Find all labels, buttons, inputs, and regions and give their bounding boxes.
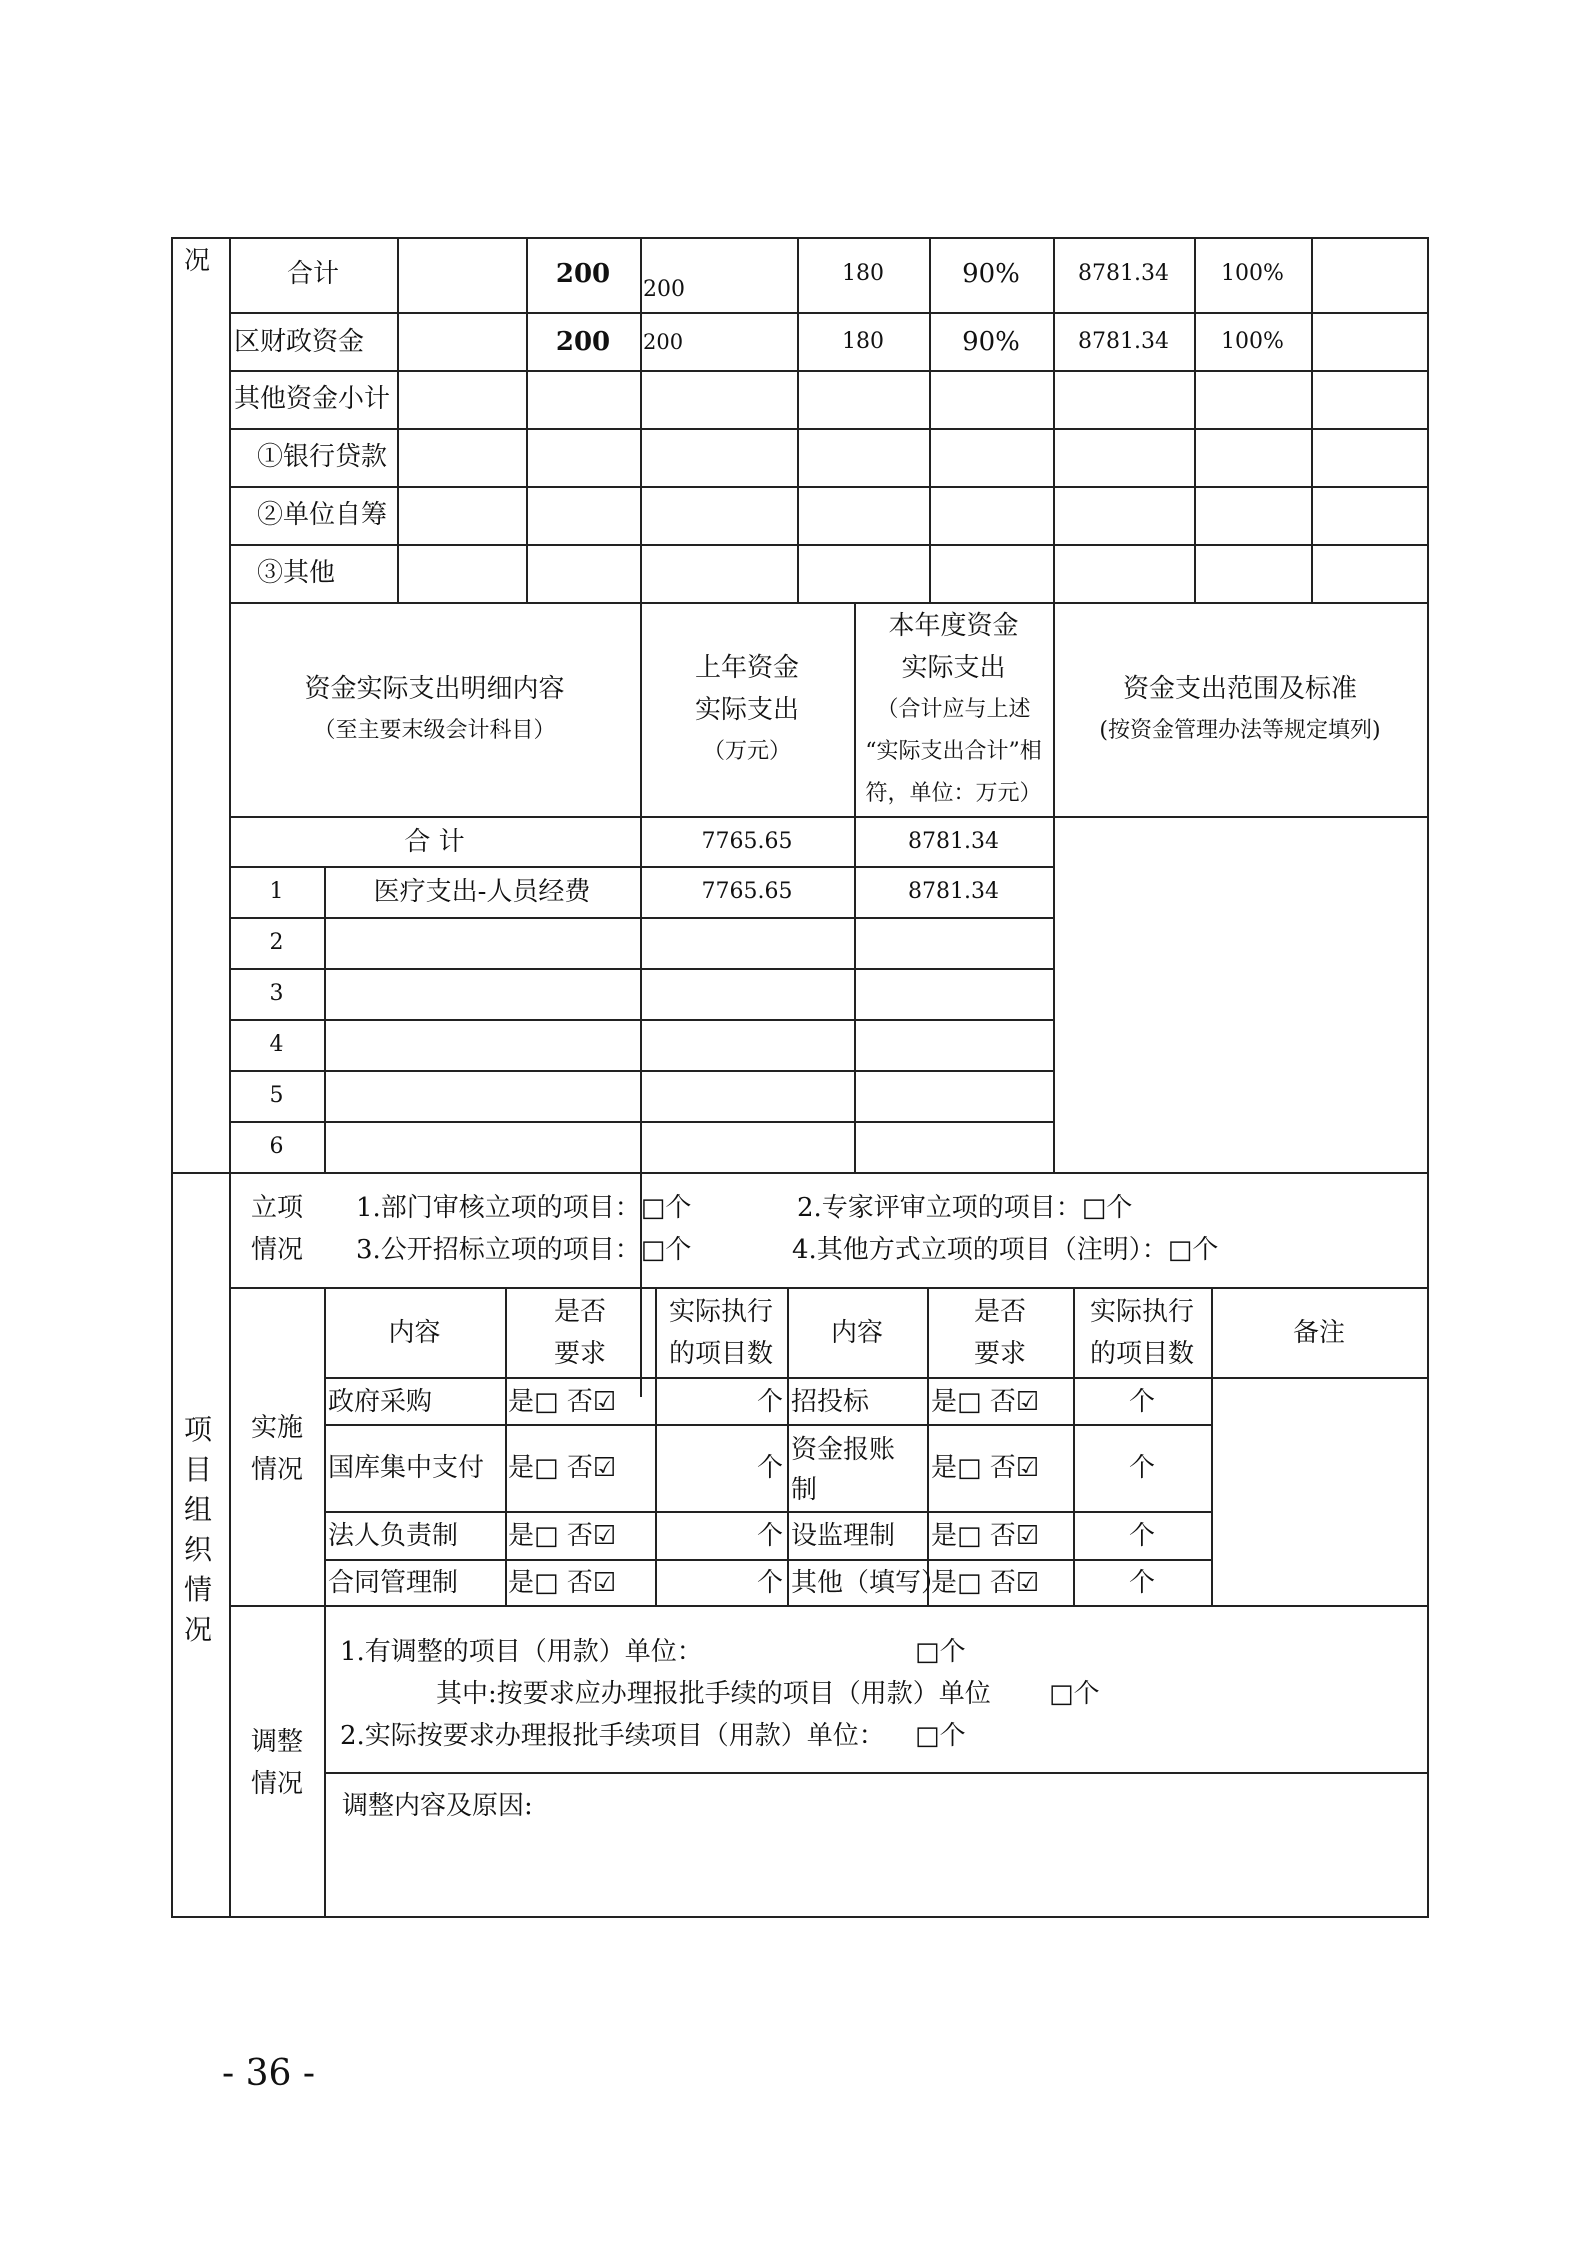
lixiang-item: 1.部门审核立项的项目：□个	[356, 1193, 692, 1223]
tiaozheng-label: 情况	[251, 1769, 304, 1799]
shishi-req: 是□ 否☑	[508, 1568, 617, 1598]
tiaozheng-label: 调整	[251, 1727, 304, 1757]
funding-cell: 200	[555, 259, 611, 289]
lixiang-item: 3.公开招标立项的项目：□个	[356, 1235, 692, 1265]
tiaozheng-line: 2.实际按要求办理报批手续项目（用款）单位：	[340, 1721, 885, 1751]
detail-row-no: 2	[269, 930, 284, 955]
funding-cell: 8781.34	[1078, 261, 1169, 286]
header-content: 内容	[830, 1318, 883, 1348]
lixiang-label: 情况	[251, 1235, 304, 1265]
detail-content-title: 资金实际支出明细内容	[304, 674, 565, 704]
label-kuang: 况	[184, 246, 211, 276]
funding-row-label: 区财政资金	[234, 327, 365, 357]
shishi-req: 是□ 否☑	[508, 1387, 617, 1417]
funding-cell: 200	[643, 330, 684, 354]
detail-row-no: 5	[269, 1083, 284, 1108]
tiaozheng-box: □个	[915, 1637, 966, 1667]
header-required: 要求	[973, 1339, 1026, 1369]
shishi-req: 是□ 否☑	[931, 1387, 1040, 1417]
label-char: 情	[184, 1573, 213, 1606]
header-required: 是否	[973, 1297, 1026, 1327]
funding-cell: 180	[842, 329, 884, 354]
shishi-req: 是□ 否☑	[508, 1453, 617, 1483]
detail-row-this: 8781.34	[908, 879, 999, 904]
funding-cell: 180	[842, 261, 884, 286]
shishi-item: 国库集中支付	[328, 1453, 485, 1483]
header-required: 是否	[553, 1297, 606, 1327]
shishi-item: 设监理制	[791, 1521, 896, 1551]
shishi-item: 合同管理制	[328, 1568, 459, 1598]
last-year-header: 实际支出	[694, 695, 799, 725]
tiaozheng-reason: 调整内容及原因:	[342, 1791, 533, 1821]
shishi-count: 个	[1128, 1568, 1155, 1598]
shishi-req: 是□ 否☑	[931, 1453, 1040, 1483]
shishi-req: 是□ 否☑	[931, 1568, 1040, 1598]
shishi-count: 个	[1128, 1453, 1155, 1483]
last-year-header: （万元）	[702, 739, 791, 764]
this-year-header: （合计应与上述	[876, 697, 1031, 722]
label-char: 织	[184, 1533, 213, 1566]
detail-row-no: 1	[269, 879, 284, 904]
shishi-count: 个	[1128, 1521, 1155, 1551]
header-remark: 备注	[1292, 1318, 1345, 1348]
detail-total-last: 7765.65	[701, 829, 793, 854]
tiaozheng-box: □个	[915, 1721, 966, 1751]
header-count: 的项目数	[1089, 1339, 1194, 1369]
detail-row-no: 4	[269, 1032, 284, 1057]
funding-row-label: 其他资金小计	[234, 384, 391, 414]
header-required: 要求	[553, 1339, 606, 1369]
funding-row-label: ①银行贷款	[257, 442, 388, 472]
shishi-item: 其他（填写）	[791, 1568, 948, 1598]
funding-row-label: 合计	[287, 259, 340, 289]
shishi-count: 个	[756, 1453, 783, 1483]
label-char: 组	[184, 1493, 213, 1526]
scope-subtitle: (按资金管理办法等规定填列)	[1099, 718, 1381, 743]
shishi-item: 法人负责制	[328, 1521, 459, 1551]
shishi-item: 资金报账制	[791, 1435, 896, 1505]
shishi-req: 是□ 否☑	[931, 1521, 1040, 1551]
shishi-item: 政府采购	[328, 1387, 433, 1417]
this-year-header: 本年度资金	[888, 611, 1019, 641]
funding-row-label: ③其他	[257, 558, 336, 588]
label-char: 目	[184, 1453, 213, 1486]
funding-cell: 100%	[1221, 329, 1284, 354]
detail-row-name: 医疗支出-人员经费	[373, 877, 591, 907]
shishi-count: 个	[756, 1521, 783, 1551]
tiaozheng-line: 其中:按要求应办理报批手续的项目（用款）单位	[436, 1679, 991, 1709]
funding-cell: 90%	[962, 327, 1020, 357]
tiaozheng-box: □个	[1049, 1679, 1100, 1709]
detail-total-this: 8781.34	[908, 829, 999, 854]
scope-title: 资金支出范围及标准	[1122, 674, 1357, 704]
this-year-header: “实际支出合计”相	[865, 739, 1042, 764]
detail-row-last: 7765.65	[701, 879, 793, 904]
detail-content-subtitle: （至主要末级会计科目）	[313, 718, 556, 743]
shishi-item: 招投标	[791, 1387, 870, 1417]
page-number: - 36 -	[222, 2053, 316, 2094]
lixiang-item: 2.专家评审立项的项目：□个	[797, 1193, 1133, 1223]
shishi-label: 实施	[251, 1413, 304, 1443]
header-count: 实际执行	[668, 1297, 773, 1327]
last-year-header: 上年资金	[694, 653, 799, 683]
shishi-count: 个	[756, 1387, 783, 1417]
funding-cell: 200	[555, 327, 611, 357]
shishi-label: 情况	[251, 1455, 304, 1485]
funding-cell: 8781.34	[1078, 329, 1169, 354]
label-char: 项	[184, 1413, 213, 1446]
label-char: 况	[184, 1613, 213, 1646]
detail-row-no: 3	[269, 981, 284, 1006]
funding-cell: 200	[643, 277, 685, 302]
label-project-organization	[184, 1410, 218, 1650]
header-content: 内容	[388, 1318, 441, 1348]
funding-cell: 90%	[962, 259, 1020, 289]
lixiang-label: 立项	[251, 1193, 304, 1223]
tiaozheng-line: 1.有调整的项目（用款）单位：	[340, 1637, 703, 1667]
shishi-req: 是□ 否☑	[508, 1521, 617, 1551]
shishi-count: 个	[756, 1568, 783, 1598]
shishi-count: 个	[1128, 1387, 1155, 1417]
detail-row-no: 6	[269, 1134, 284, 1159]
funding-row-label: ②单位自筹	[257, 500, 388, 530]
lixiang-item: 4.其他方式立项的项目（注明）：□个	[792, 1235, 1219, 1265]
detail-total-label: 合 计	[404, 827, 465, 857]
this-year-header: 实际支出	[901, 653, 1006, 683]
this-year-header: 符，单位：万元）	[865, 781, 1042, 806]
header-count: 的项目数	[668, 1339, 773, 1369]
header-count: 实际执行	[1089, 1297, 1194, 1327]
funding-cell: 100%	[1221, 261, 1284, 286]
